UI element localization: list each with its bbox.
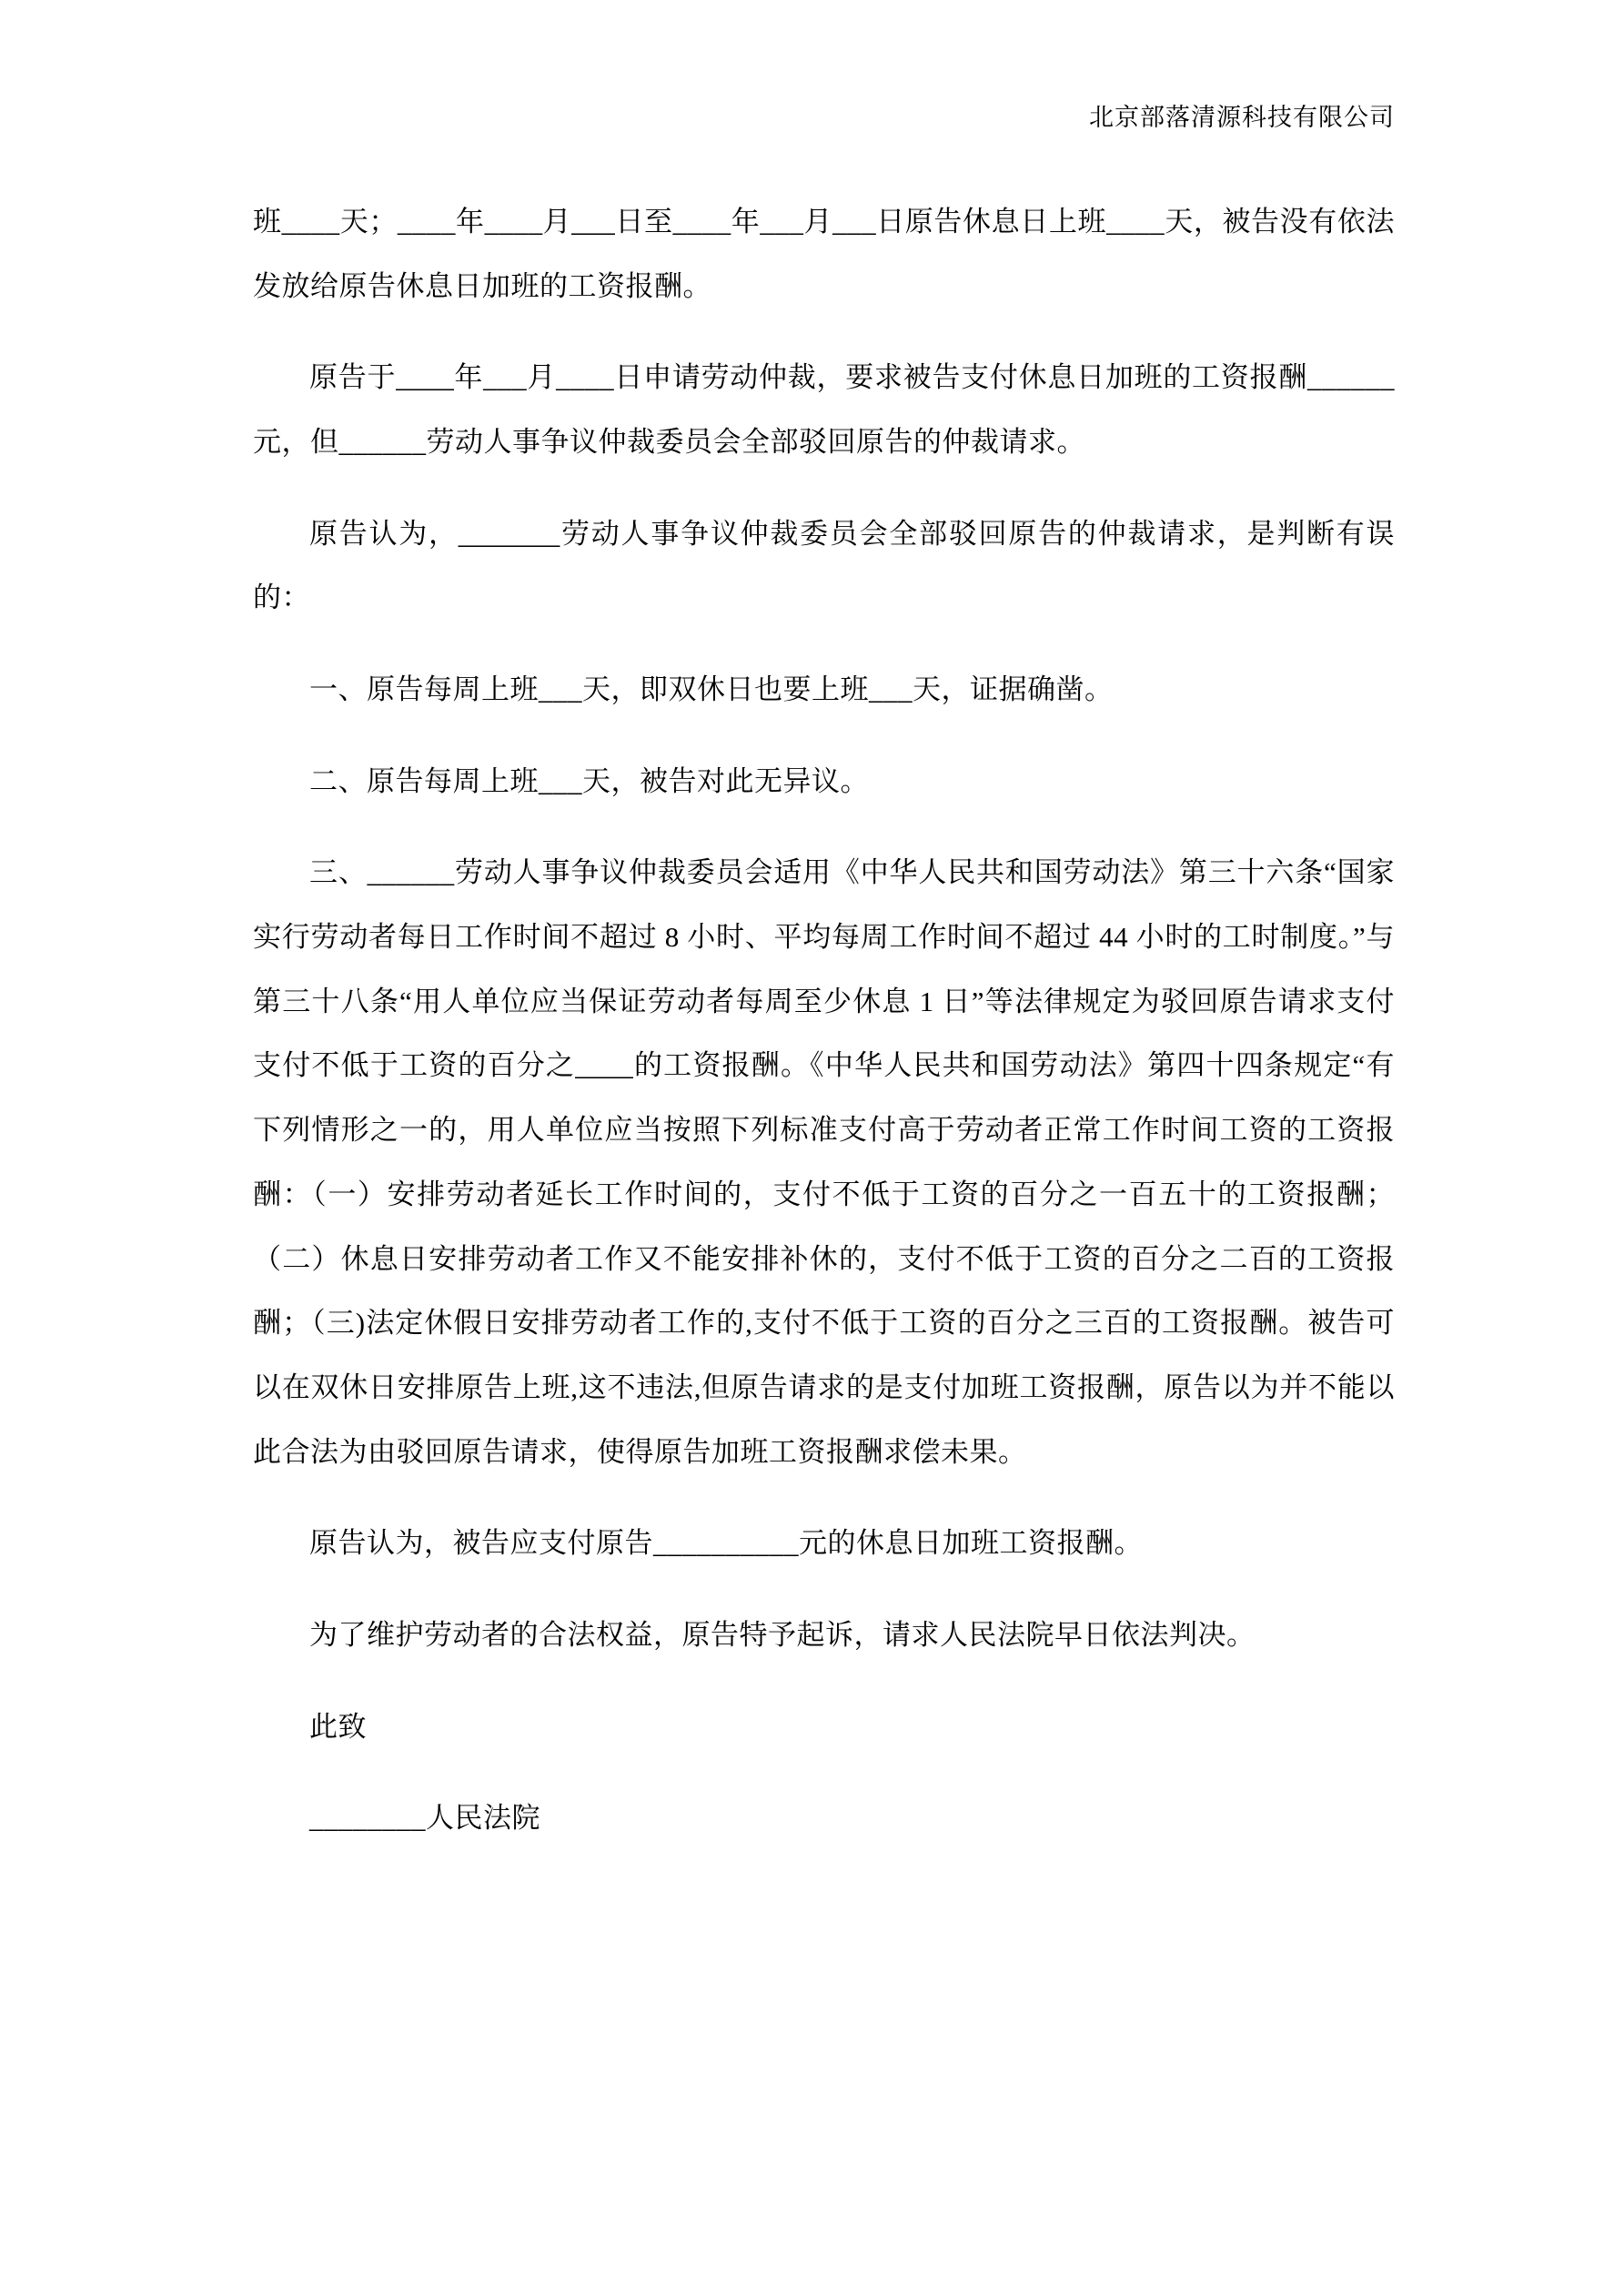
document-header — [253, 102, 1395, 134]
paragraph: 班____天；____年____月___日至____年___月___日原告休息日上班____天，被告没有依法发放给原告休息日加班的工资报酬。 — [253, 206, 1395, 302]
paragraph: 原告于____年___月____日申请劳动仲裁，要求被告支付休息日加班的工资报酬______元，但______劳动人事争议仲裁委员会全部驳回原告的仲裁请求。 — [253, 361, 1395, 459]
paragraph: 原告认为，_______劳动人事争议仲裁委员会全部驳回原告的仲裁请求，是判断有误的： — [253, 517, 1395, 614]
paragraph: 二、原告每周上班___天，被告对此无异议。 — [309, 764, 869, 797]
paragraph: 此致 — [309, 1710, 367, 1743]
paragraph: 三、______劳动人事争议仲裁委员会适用《中华人民共和国劳动法》第三十六条“国家实行劳动者每日工作时间不超过 8 小时、平均每周工作时间不超过 44 小时的工时制度。”与第三十八条“用人单位应当保证劳动者每周至少休息 1 日”等法律规定为驳回原告请求支付支付不低于工资的百分之____的工资报酬。《中华人民共和国劳动法》第四十四条规定“有下列情形之一的，用人单位应当按照下列标准支付高于劳动者正常工作时间工资的工资报酬：（一）安排劳动者延长工作时间的，支付不低于工资的百分之一百五十的工资报酬；（二）休息日安排劳动者工作又不能安排补休的，支付不低于工资的百分之二百的工资报酬；（三)法定休假日安排劳动者工作的,支付不低于工资的百分之三百的工资报酬。被告可以在双休日安排原告上班,这不违法,但原告请求的是支付加班工资报酬，原告以为并不能以此合法为由驳回原告请求，使得原告加班工资报酬求偿未果。 — [253, 856, 1395, 1468]
document-body — [253, 190, 1395, 1851]
paragraph: 一、原告每周上班___天，即双休日也要上班___天，证据确凿。 — [309, 673, 1114, 706]
paragraph: ________人民法院 — [309, 1802, 540, 1835]
company-name: 北京部落清源科技有限公司 — [1089, 104, 1395, 131]
paragraph: 为了维护劳动者的合法权益，原告特予起诉，请求人民法院早日依法判决。 — [309, 1618, 1256, 1651]
paragraph: 原告认为，被告应支付原告__________元的休息日加班工资报酬。 — [309, 1527, 1143, 1560]
